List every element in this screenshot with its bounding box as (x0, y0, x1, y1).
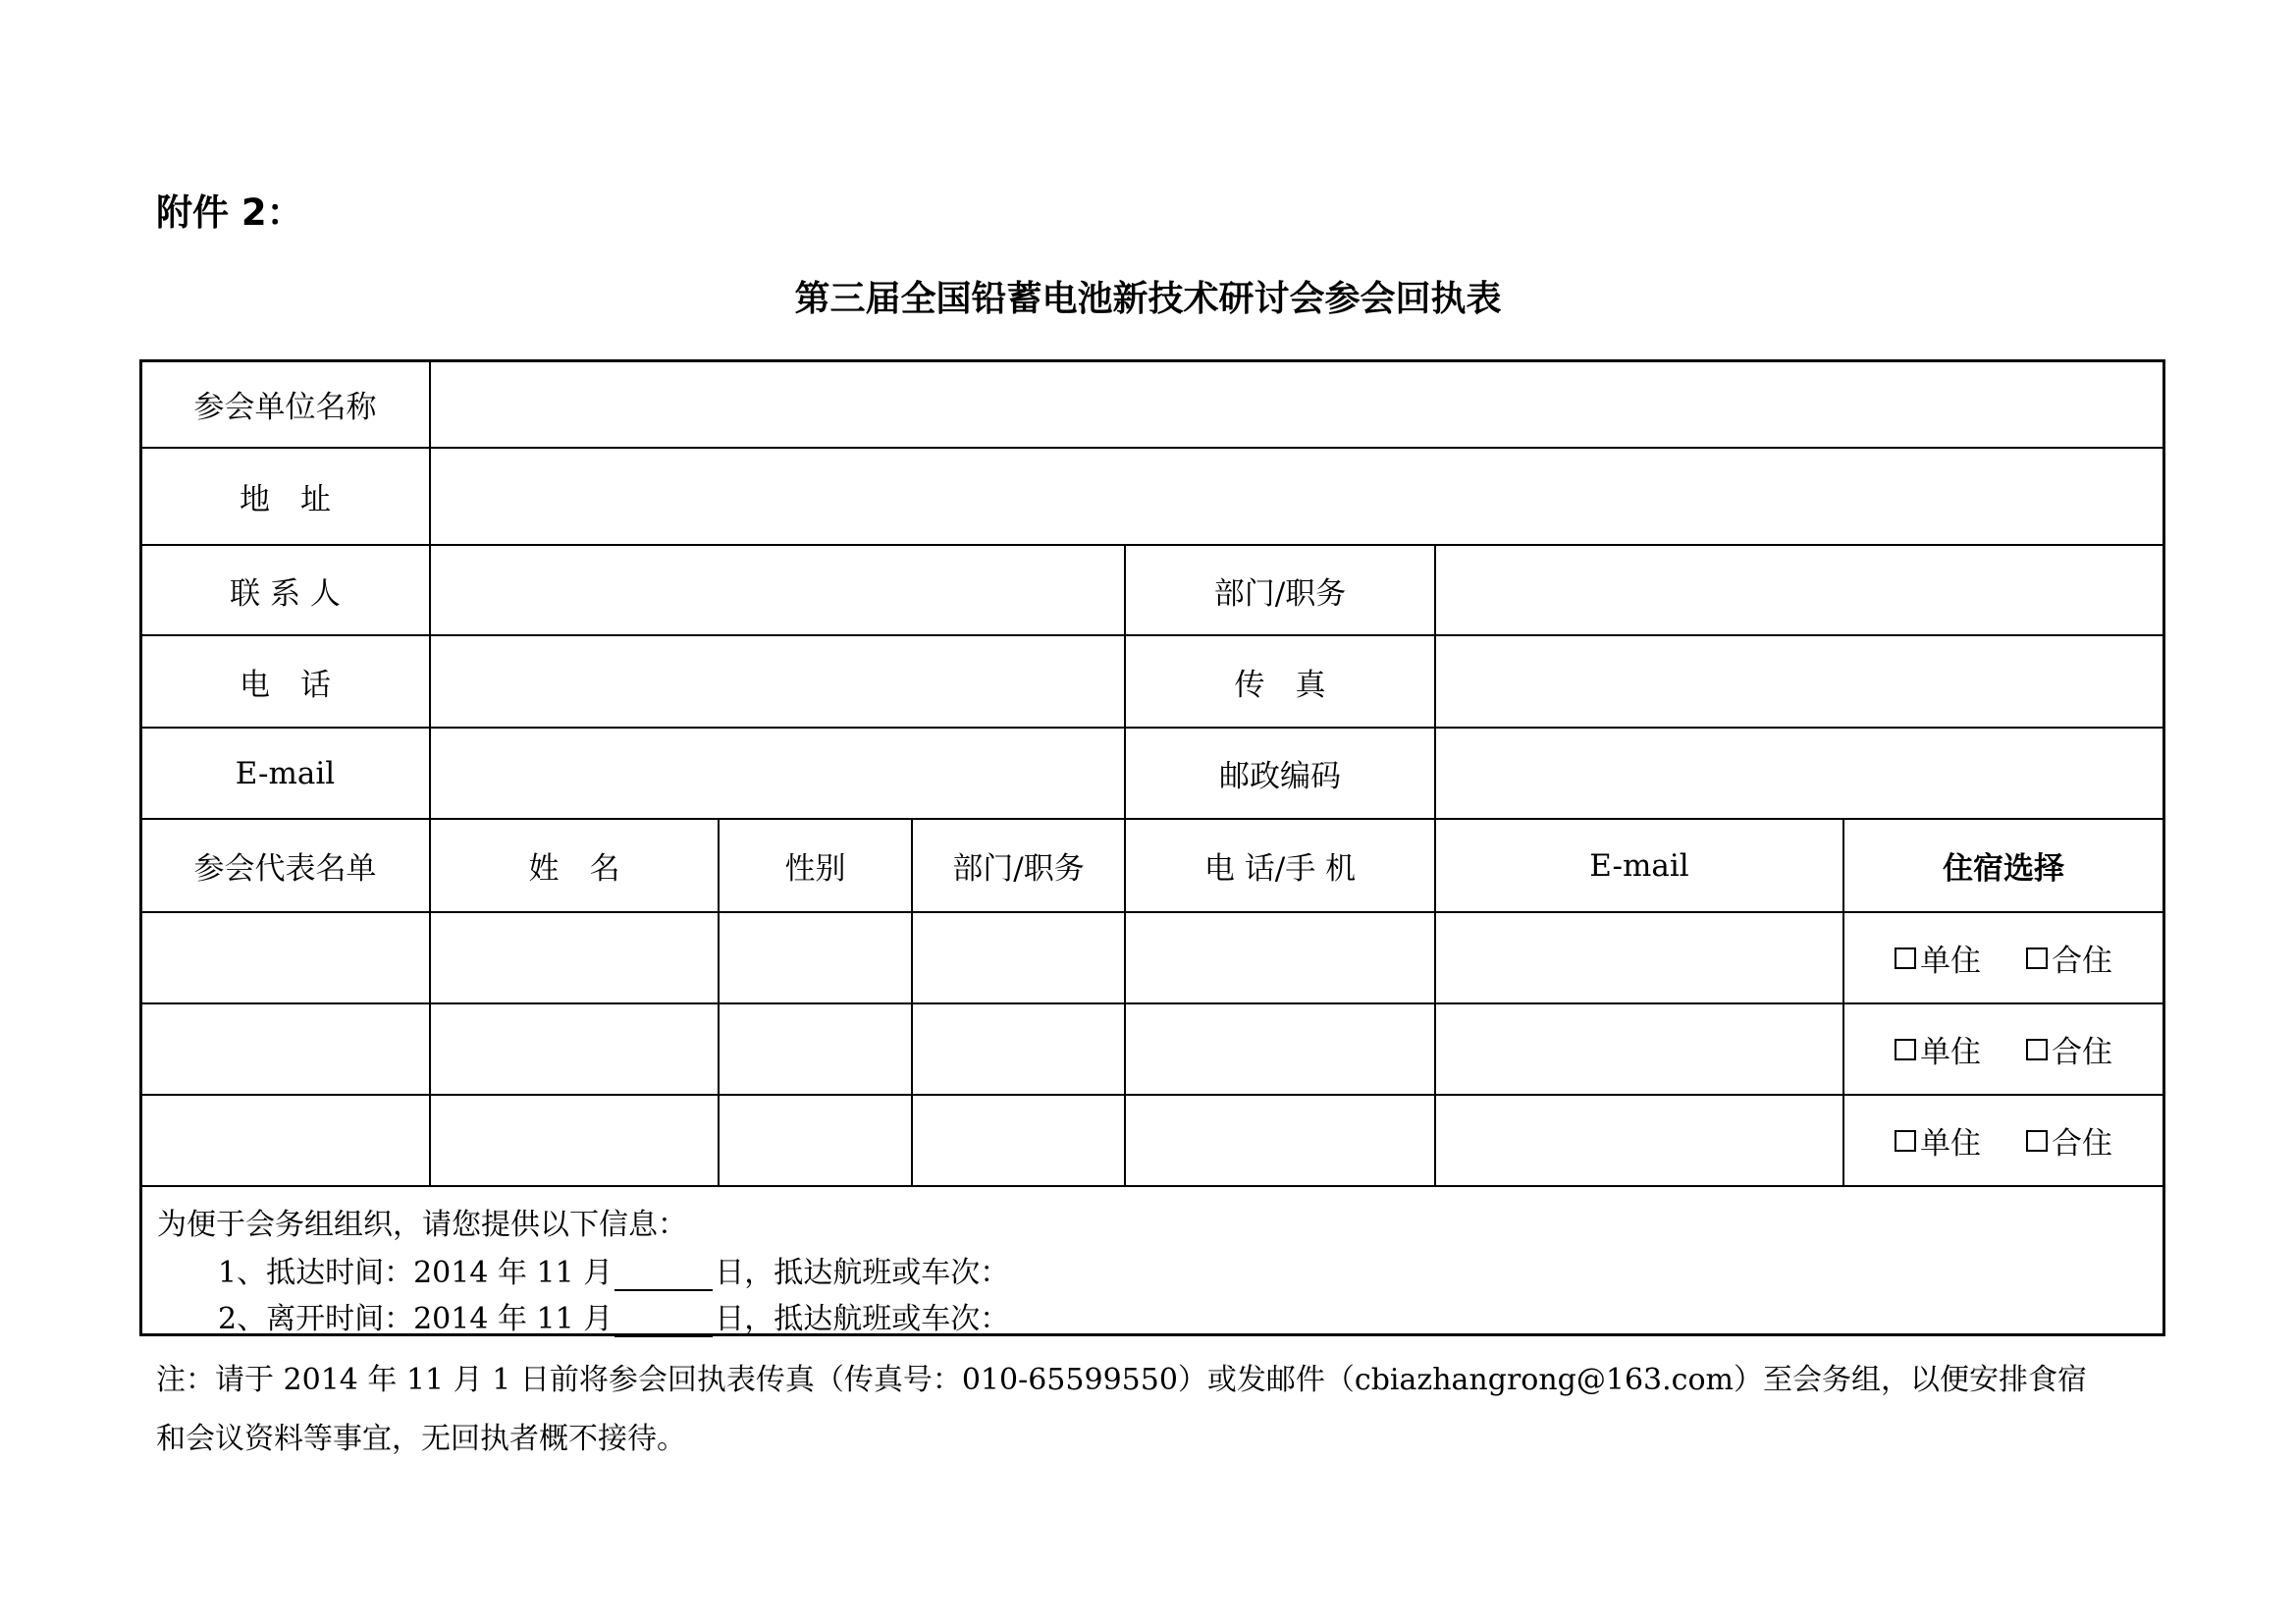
checkbox-icon[interactable] (1895, 947, 1916, 969)
departure-suffix: 日，抵达航班或车次： (715, 1302, 1010, 1336)
rep-row-2-label[interactable] (141, 1004, 429, 1094)
rep-row-3-gender[interactable] (720, 1096, 911, 1185)
rep-row-1-dept[interactable] (913, 913, 1124, 1002)
phone-field[interactable] (431, 636, 1124, 727)
rep-row-3-label[interactable] (141, 1096, 429, 1185)
rep-row-2-dept[interactable] (913, 1004, 1124, 1094)
lodging-shared-label: 合住 (2052, 944, 2112, 979)
rep-row-2-gender[interactable] (720, 1004, 911, 1094)
lodging-shared-option[interactable] (2026, 1027, 2112, 1071)
lodging-single-label: 单住 (1920, 944, 1981, 979)
dept-title-field[interactable] (1436, 546, 2163, 634)
address-label: 地 址 (240, 482, 331, 517)
checkbox-icon[interactable] (1895, 1130, 1916, 1152)
rep-email-header: E-mail (1589, 847, 1689, 884)
checkbox-icon[interactable] (2026, 947, 2048, 969)
note-line-1: 注：请于 2014 年 11 月 1 日前将参会回执表传真（传真号：010-65599550）或发邮件（cbiazhangrong@163.com）至会务组，以便安排食宿 (156, 1363, 2087, 1397)
form-title: 第三届全国铅蓄电池新技术研讨会参会回执表 (794, 279, 1502, 319)
arrival-suffix: 日，抵达航班或车次： (715, 1256, 1010, 1290)
attachment-label: 附件 2： (156, 191, 303, 234)
rep-row-2-lodging (1844, 1004, 2163, 1094)
rep-row-3-name[interactable] (431, 1096, 718, 1185)
rep-row-2-email[interactable] (1436, 1004, 1842, 1094)
rep-row-3-phone[interactable] (1126, 1096, 1434, 1185)
org-name-label: 参会单位名称 (193, 390, 377, 425)
rep-row-1-gender[interactable] (720, 913, 911, 1002)
rep-lodging-header: 住宿选择 (1943, 851, 2064, 887)
arrival-line (218, 1248, 1009, 1291)
contact-field[interactable] (431, 546, 1124, 634)
rep-gender-header: 性别 (784, 851, 846, 887)
rep-phone-header: 电 话/手 机 (1203, 851, 1357, 887)
lodging-single-label: 单住 (1920, 1035, 1981, 1070)
rep-row-3-lodging (1844, 1096, 2163, 1185)
lodging-single-option[interactable] (1895, 1118, 1981, 1163)
phone-label: 电 话 (240, 667, 331, 703)
rep-name-header: 姓 名 (528, 851, 620, 887)
checkbox-icon[interactable] (2026, 1039, 2048, 1060)
postcode-label: 邮政编码 (1219, 759, 1341, 794)
rep-row-2-phone[interactable] (1126, 1004, 1434, 1094)
checkbox-icon[interactable] (2026, 1130, 2048, 1152)
info-intro: 为便于会务组组织，请您提供以下信息： (157, 1208, 687, 1242)
rep-row-3-dept[interactable] (913, 1096, 1124, 1185)
org-name-field[interactable] (431, 361, 2163, 447)
arrival-day-blank[interactable] (614, 1260, 713, 1291)
departure-prefix: 2、离开时间：2014 年 11 月 (218, 1302, 614, 1336)
note-line-2: 和会议资料等事宜，无回执者概不接待。 (156, 1422, 686, 1456)
departure-day-blank[interactable] (614, 1306, 713, 1337)
postcode-field[interactable] (1436, 729, 2163, 818)
email-field[interactable] (431, 729, 1124, 818)
departure-line (218, 1294, 1009, 1337)
address-field[interactable] (431, 449, 2163, 544)
rep-dept-header: 部门/职务 (952, 851, 1085, 887)
rep-row-1-label[interactable] (141, 913, 429, 1002)
lodging-shared-label: 合住 (2052, 1035, 2112, 1070)
lodging-shared-option[interactable] (2026, 1118, 2112, 1163)
rep-row-1-name[interactable] (431, 913, 718, 1002)
row-divider (140, 1185, 2164, 1187)
lodging-single-label: 单住 (1920, 1126, 1981, 1162)
rep-list-header: 参会代表名单 (193, 851, 377, 887)
dept-title-label: 部门/职务 (1213, 575, 1347, 612)
arrival-prefix: 1、抵达时间：2014 年 11 月 (218, 1256, 614, 1290)
rep-row-1-phone[interactable] (1126, 913, 1434, 1002)
lodging-single-option[interactable] (1895, 936, 1981, 980)
rep-row-3-email[interactable] (1436, 1096, 1842, 1185)
fax-field[interactable] (1436, 636, 2163, 727)
fax-label: 传 真 (1234, 667, 1326, 703)
lodging-single-option[interactable] (1895, 1027, 1981, 1071)
lodging-shared-label: 合住 (2052, 1126, 2112, 1162)
rep-row-1-lodging (1844, 913, 2163, 1002)
contact-label: 联 系 人 (230, 575, 341, 612)
rep-row-2-name[interactable] (431, 1004, 718, 1094)
rep-row-1-email[interactable] (1436, 913, 1842, 1002)
checkbox-icon[interactable] (1895, 1039, 1916, 1060)
email-label: E-mail (235, 755, 336, 791)
lodging-shared-option[interactable] (2026, 936, 2112, 980)
